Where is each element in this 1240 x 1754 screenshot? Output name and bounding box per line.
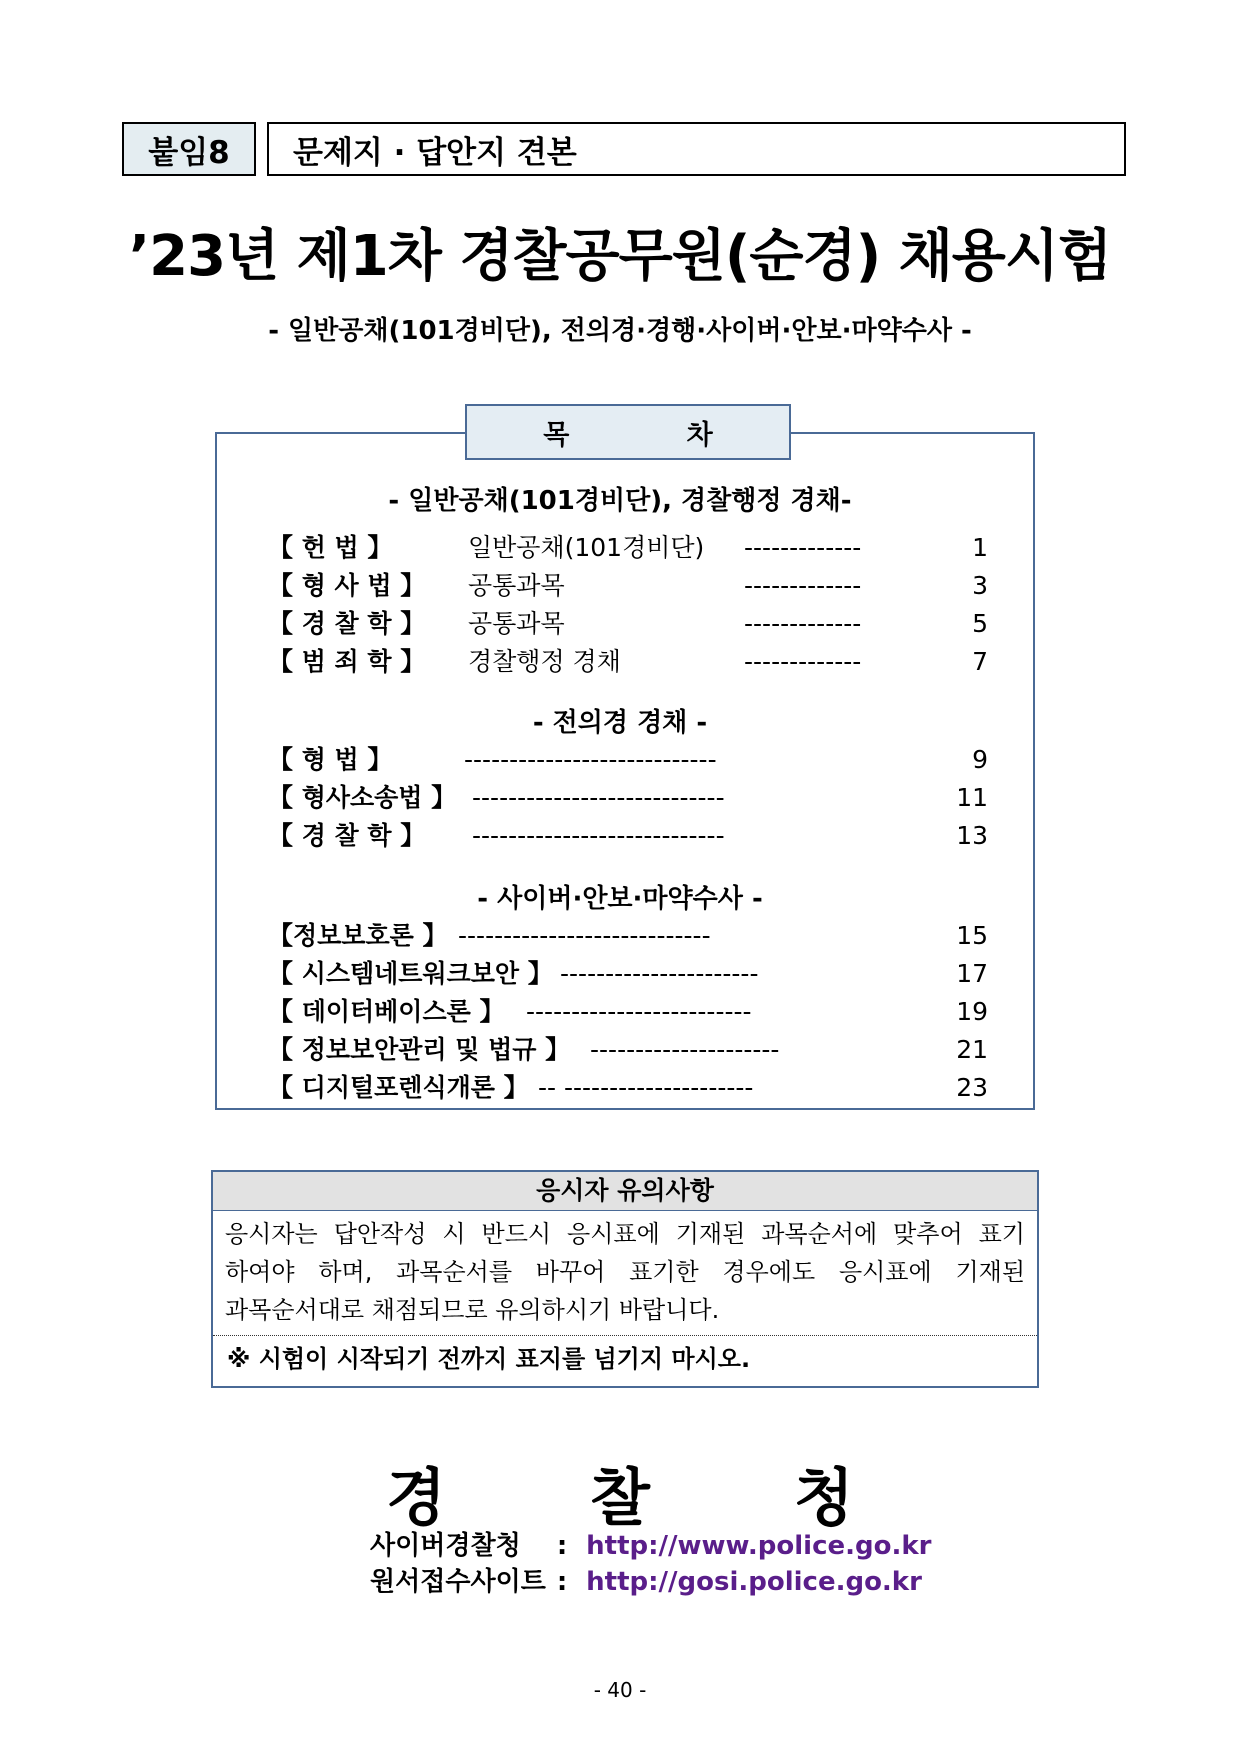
notice-body [213, 1211, 1037, 1335]
toc-dashes: ------------------------- [526, 997, 752, 1026]
toc-subject: 【정보보호론 】 [268, 921, 448, 950]
police-site-link[interactable]: http://www.police.go.kr [586, 1531, 932, 1561]
toc-desc: 일반공채(101경비단) [468, 533, 705, 562]
toc-row [268, 742, 988, 778]
agency-name [0, 1448, 1240, 1537]
notice-warning: ※ 시험이 시작되기 전까지 표지를 넘기지 마시오. [213, 1335, 1037, 1382]
toc-dashes: ---------------------------- [472, 821, 725, 850]
toc-desc: 공통과목 [468, 571, 565, 600]
toc-row [268, 606, 988, 642]
toc-page: 7 [972, 647, 988, 676]
toc-subject: 【 정보보안관리 및 법규 】 [268, 1035, 571, 1064]
toc-page: 3 [972, 571, 988, 600]
notice-heading: 응시자 유의사항 [213, 1172, 1037, 1211]
toc-desc: 공통과목 [468, 609, 565, 638]
toc-row [268, 818, 988, 854]
toc-desc: 경찰행정 경채 [468, 647, 621, 676]
toc-subject: 【 경 찰 학 】 [268, 609, 426, 638]
toc-page: 15 [956, 921, 988, 950]
toc-row [268, 956, 988, 992]
toc-subject: 【 형 사 법 】 [268, 571, 426, 600]
toc-row [268, 780, 988, 816]
toc-subject: 【 디지털포렌식개론 】 [268, 1073, 529, 1102]
toc-dashes: ---------------------- [560, 959, 759, 988]
link-separator: : [556, 1531, 568, 1561]
exam-title: ’23년 제1차 경찰공무원(순경) 채용시험 [128, 224, 1112, 289]
toc-dashes: ---------------------------- [458, 921, 711, 950]
attachment-tag: 붙임8 [122, 122, 256, 176]
link-row [370, 1564, 931, 1600]
attachment-title: 문제지 · 답안지 견본 [267, 122, 1126, 176]
toc-section-heading: - 일반공채(101경비단), 경찰행정 경채- [388, 486, 852, 516]
page-number: - 40 - [593, 1678, 647, 1702]
toc-dashes: ------------- [744, 533, 862, 562]
agency-char: 경 [386, 1461, 447, 1534]
toc-dashes: ------------- [744, 647, 862, 676]
toc-dashes: ---------------------------- [472, 783, 725, 812]
toc-subject: 【 경 찰 학 】 [268, 821, 426, 850]
examinee-notice [211, 1170, 1039, 1388]
toc-row [268, 644, 988, 680]
toc-row [268, 530, 988, 566]
toc-page: 11 [956, 783, 988, 812]
link-label: 원서접수사이트 [370, 1567, 546, 1597]
toc-dashes: -- --------------------- [538, 1073, 754, 1102]
toc-section-heading: - 전의경 경채 - [532, 708, 708, 738]
application-site-link[interactable]: http://gosi.police.go.kr [586, 1567, 922, 1597]
exam-subtitle: - 일반공채(101경비단), 전의경·경행·사이버·안보·마약수사 - [268, 316, 972, 346]
toc-page: 5 [972, 609, 988, 638]
toc-row [268, 994, 988, 1030]
toc-page: 1 [972, 533, 988, 562]
toc-page: 19 [956, 997, 988, 1026]
toc-page: 17 [956, 959, 988, 988]
toc-row [268, 1070, 988, 1106]
agency-char: 찰 [590, 1461, 650, 1534]
toc-dashes: --------------------- [590, 1035, 780, 1064]
toc-subject: 【 범 죄 학 】 [268, 647, 426, 676]
toc-label: 목 차 [465, 404, 791, 460]
toc-dashes: ---------------------------- [464, 745, 717, 774]
toc-page: 21 [956, 1035, 988, 1064]
toc-row [268, 918, 988, 954]
toc-subject: 【 헌 법 】 [268, 533, 393, 562]
link-separator: : [556, 1567, 568, 1597]
notice-line: 하여야 하며, 과목순서를 바꾸어 표기한 경우에도 응시표에 기재된 [225, 1258, 1025, 1286]
website-links [370, 1528, 931, 1600]
toc-page: 23 [956, 1073, 988, 1102]
toc-page: 13 [956, 821, 988, 850]
toc-dashes: ------------- [744, 571, 862, 600]
toc-subject: 【 형 법 】 [268, 745, 393, 774]
notice-line: 과목순서대로 채점되므로 유의하시기 바랍니다. [225, 1296, 720, 1324]
toc-subject: 【 형사소송법 】 [268, 783, 457, 812]
notice-line: 응시자는 답안작성 시 반드시 응시표에 기재된 과목순서에 맞추어 표기 [225, 1220, 1025, 1248]
link-label: 사이버경찰청 [370, 1531, 521, 1561]
toc-subject: 【 시스템네트워크보안 】 [268, 959, 553, 988]
toc-section-heading: - 사이버·안보·마약수사 - [477, 884, 763, 914]
toc-dashes: ------------- [744, 609, 862, 638]
agency-char: 청 [793, 1461, 854, 1534]
toc-row [268, 568, 988, 604]
toc-page: 9 [972, 745, 988, 774]
toc-subject: 【 데이터베이스론 】 [268, 997, 505, 1026]
link-row [370, 1528, 931, 1564]
toc-row [268, 1032, 988, 1068]
